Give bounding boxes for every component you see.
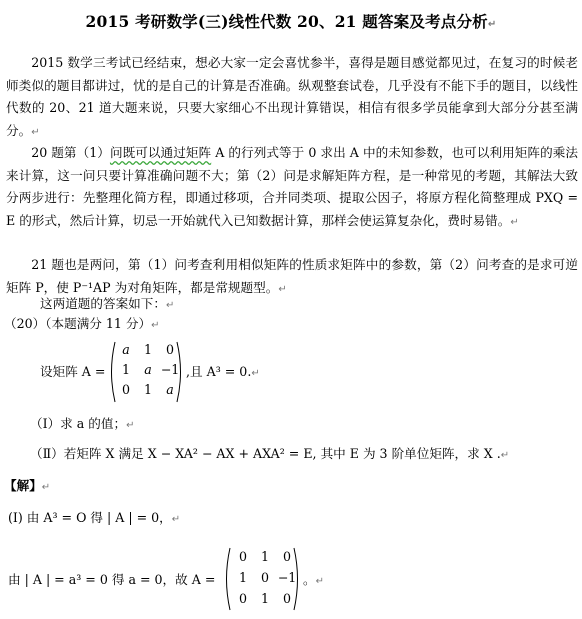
matrix-definition-label (40, 364, 105, 380)
paragraph-mark: ↵ (31, 126, 40, 138)
q20-analysis-paragraph (6, 142, 578, 234)
matrix-cell: 1 (260, 591, 269, 606)
matrix-cell: 0 (121, 382, 130, 397)
matrix-cell: 1 (238, 570, 247, 585)
paragraph-mark: ↵ (41, 482, 51, 493)
paragraph-mark: ↵ (510, 216, 519, 228)
q21-analysis-paragraph (6, 254, 578, 301)
q20-underlined: 问既可以通过矩阵 (109, 145, 212, 160)
paragraph-mark: ↵ (500, 450, 510, 461)
part-1 (30, 416, 134, 434)
part-2 (30, 446, 509, 464)
matrix-cell: a (122, 342, 130, 357)
matrix-cell: 0 (260, 570, 269, 585)
matrix-cell: 0 (165, 342, 174, 357)
q20-prefix: 20 题第（1） (31, 145, 110, 160)
solution-end-text: 。 (303, 572, 316, 587)
solution-step-2 (8, 572, 215, 588)
intro-paragraph (6, 52, 578, 144)
matrix-cell: 1 (143, 342, 152, 357)
solution-label (4, 478, 50, 496)
paragraph-mark: ↵ (278, 283, 287, 295)
page-title (0, 10, 582, 32)
intro-text: 2015 数学三考试已经结束，想必大家一定会喜忧参半，喜得是题目感觉都见过，在复习的时候老师类似的题目都讲过，忧的是自己的计算是否准确。纵观整套试卷，几乎没有不能下手的题目，以线性代数的 20、21 道大题来说，只要大家细心不出现计算错误，相信有很多学员能拿到大部分分甚至满分。 (6, 55, 578, 138)
matrix-cell: 1 (260, 549, 269, 564)
solution-step-2-end (303, 572, 324, 590)
matrix-a-result (222, 546, 302, 612)
paragraph-mark: ↵ (126, 420, 135, 431)
matrix-cell: a (166, 382, 174, 397)
matrix-cell: 0 (282, 591, 291, 606)
solution-step-1-text: (Ⅰ) 由 A³ = O 得 | A | = 0， (8, 510, 172, 525)
answers-intro-text: 这两道题的答案如下： (40, 296, 166, 311)
paragraph-mark: ↵ (151, 320, 160, 331)
matrix-cell: −1 (160, 362, 180, 377)
part-1-text: （Ⅰ）求 a 的值； (30, 416, 127, 431)
part-2-text: （Ⅱ）若矩阵 X 满足 X − XA² − AX + AXA² = E, 其中 E 为 3 阶单位矩阵，求 X . (30, 446, 501, 461)
matrix-cell: −1 (277, 570, 297, 585)
paragraph-mark: ↵ (165, 300, 175, 311)
matrix-cell: 0 (238, 591, 247, 606)
matrix-a (107, 340, 185, 404)
q21-text: 21 题也是两问，第（1）问考查利用相似矩阵的性质求矩阵中的参数，第（2）问考查的是求可逆矩阵 P，使 P⁻¹AP 为对角矩阵，都是常规题型。 (6, 257, 578, 295)
paragraph-mark: ↵ (251, 368, 260, 379)
matrix-cell: a (144, 362, 152, 377)
q20-heading (4, 316, 160, 334)
paragraph-mark: ↵ (487, 19, 497, 30)
matrix-condition (186, 364, 260, 382)
matrix-cell: 0 (282, 549, 291, 564)
answers-intro (40, 296, 174, 314)
paragraph-mark: ↵ (171, 514, 181, 525)
solution-step-2-text: 由 | A | = a³ = 0 得 a = 0，故 A = (8, 572, 216, 587)
paragraph-mark: ↵ (315, 576, 324, 587)
q20-heading-text: （20）（本题满分 11 分） (4, 316, 152, 331)
title-text: 2015 考研数学(三)线性代数 20、21 题答案及考点分析 (85, 12, 488, 31)
matrix-cell: 1 (121, 362, 130, 377)
q20-rest: A 的行列式等于 0 求出 A 中的未知参数，也可以利用矩阵的乘法来计算，这一问只要计算准确问题不大；第（2）问是求解矩阵方程，是一种常见的考题，其解法大致分两步进行：先整理化简方程，即通过移项，合并同类项、提取公因子，将原方程化简整理成 PXQ = E 的形式，然后计算，切忌一开始就代入已知数据计算，那样会使运算复杂化，费时易错。 (6, 145, 578, 228)
solution-step-1 (8, 510, 180, 528)
let-matrix-text: 设矩阵 A = (40, 364, 106, 379)
matrix-cell: 0 (238, 549, 247, 564)
condition-text: ,且 A³ = 0. (186, 364, 252, 379)
matrix-cell: 1 (143, 382, 152, 397)
solution-label-text: 【解】 (4, 478, 42, 493)
